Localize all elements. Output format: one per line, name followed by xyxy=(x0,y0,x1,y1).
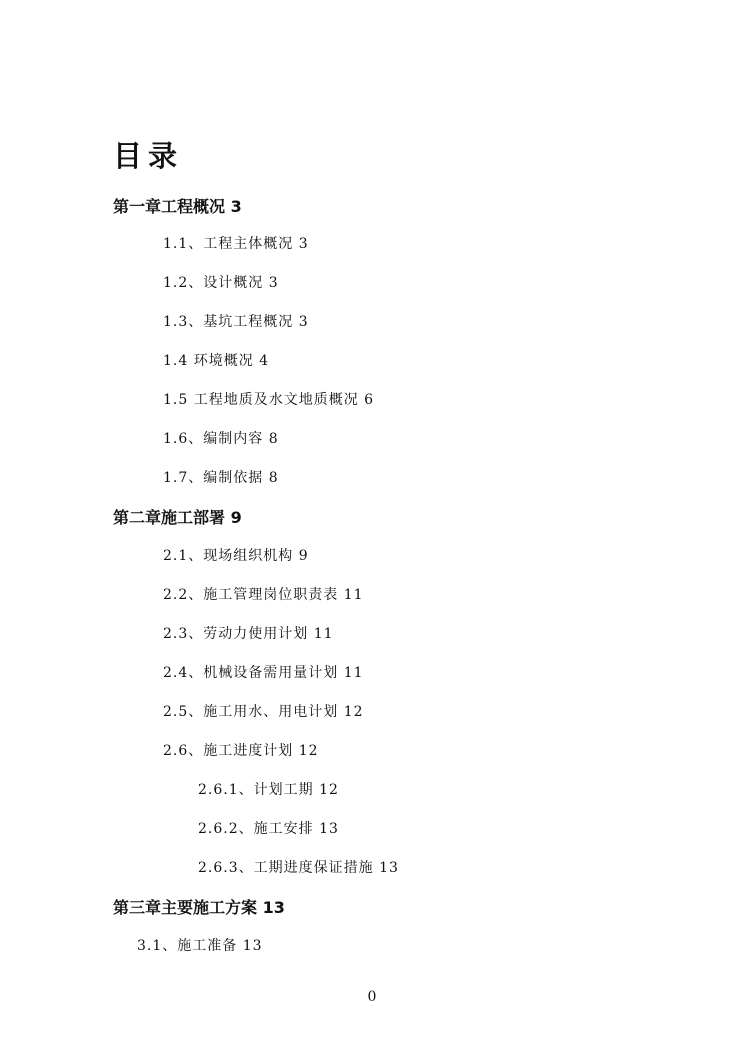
toc-entry-2-4[interactable]: 2.4、机械设备需用量计划 11 xyxy=(163,665,364,681)
toc-title: 目录 xyxy=(113,139,184,173)
toc-entry-1-7[interactable]: 1.7、编制依据 8 xyxy=(163,470,279,486)
toc-entry-chapter-1[interactable]: 第一章工程概况 3 xyxy=(113,197,242,216)
toc-entry-1-5[interactable]: 1.5 工程地质及水文地质概况 6 xyxy=(163,392,375,408)
toc-entry-2-6-2[interactable]: 2.6.2、施工安排 13 xyxy=(198,821,339,837)
toc-entry-chapter-3[interactable]: 第三章主要施工方案 13 xyxy=(113,898,285,917)
page-number: 0 xyxy=(367,989,377,1005)
toc-entry-2-5[interactable]: 2.5、施工用水、用电计划 12 xyxy=(163,704,364,720)
toc-entry-2-2[interactable]: 2.2、施工管理岗位职责表 11 xyxy=(163,587,364,603)
toc-entry-2-6[interactable]: 2.6、施工进度计划 12 xyxy=(163,743,319,759)
toc-entry-1-3[interactable]: 1.3、基坑工程概况 3 xyxy=(163,314,309,330)
toc-entry-1-1[interactable]: 1.1、工程主体概况 3 xyxy=(163,236,309,252)
toc-entry-2-3[interactable]: 2.3、劳动力使用计划 11 xyxy=(163,626,334,642)
toc-entry-2-6-1[interactable]: 2.6.1、计划工期 12 xyxy=(198,782,339,798)
toc-entry-1-2[interactable]: 1.2、设计概况 3 xyxy=(163,275,279,291)
toc-entry-1-6[interactable]: 1.6、编制内容 8 xyxy=(163,431,279,447)
toc-entry-1-4[interactable]: 1.4 环境概况 4 xyxy=(163,353,270,369)
toc-entry-2-1[interactable]: 2.1、现场组织机构 9 xyxy=(163,548,309,564)
toc-entry-2-6-3[interactable]: 2.6.3、工期进度保证措施 13 xyxy=(198,860,399,876)
toc-entry-3-1[interactable]: 3.1、施工准备 13 xyxy=(137,938,263,954)
toc-entry-chapter-2[interactable]: 第二章施工部署 9 xyxy=(113,508,242,527)
